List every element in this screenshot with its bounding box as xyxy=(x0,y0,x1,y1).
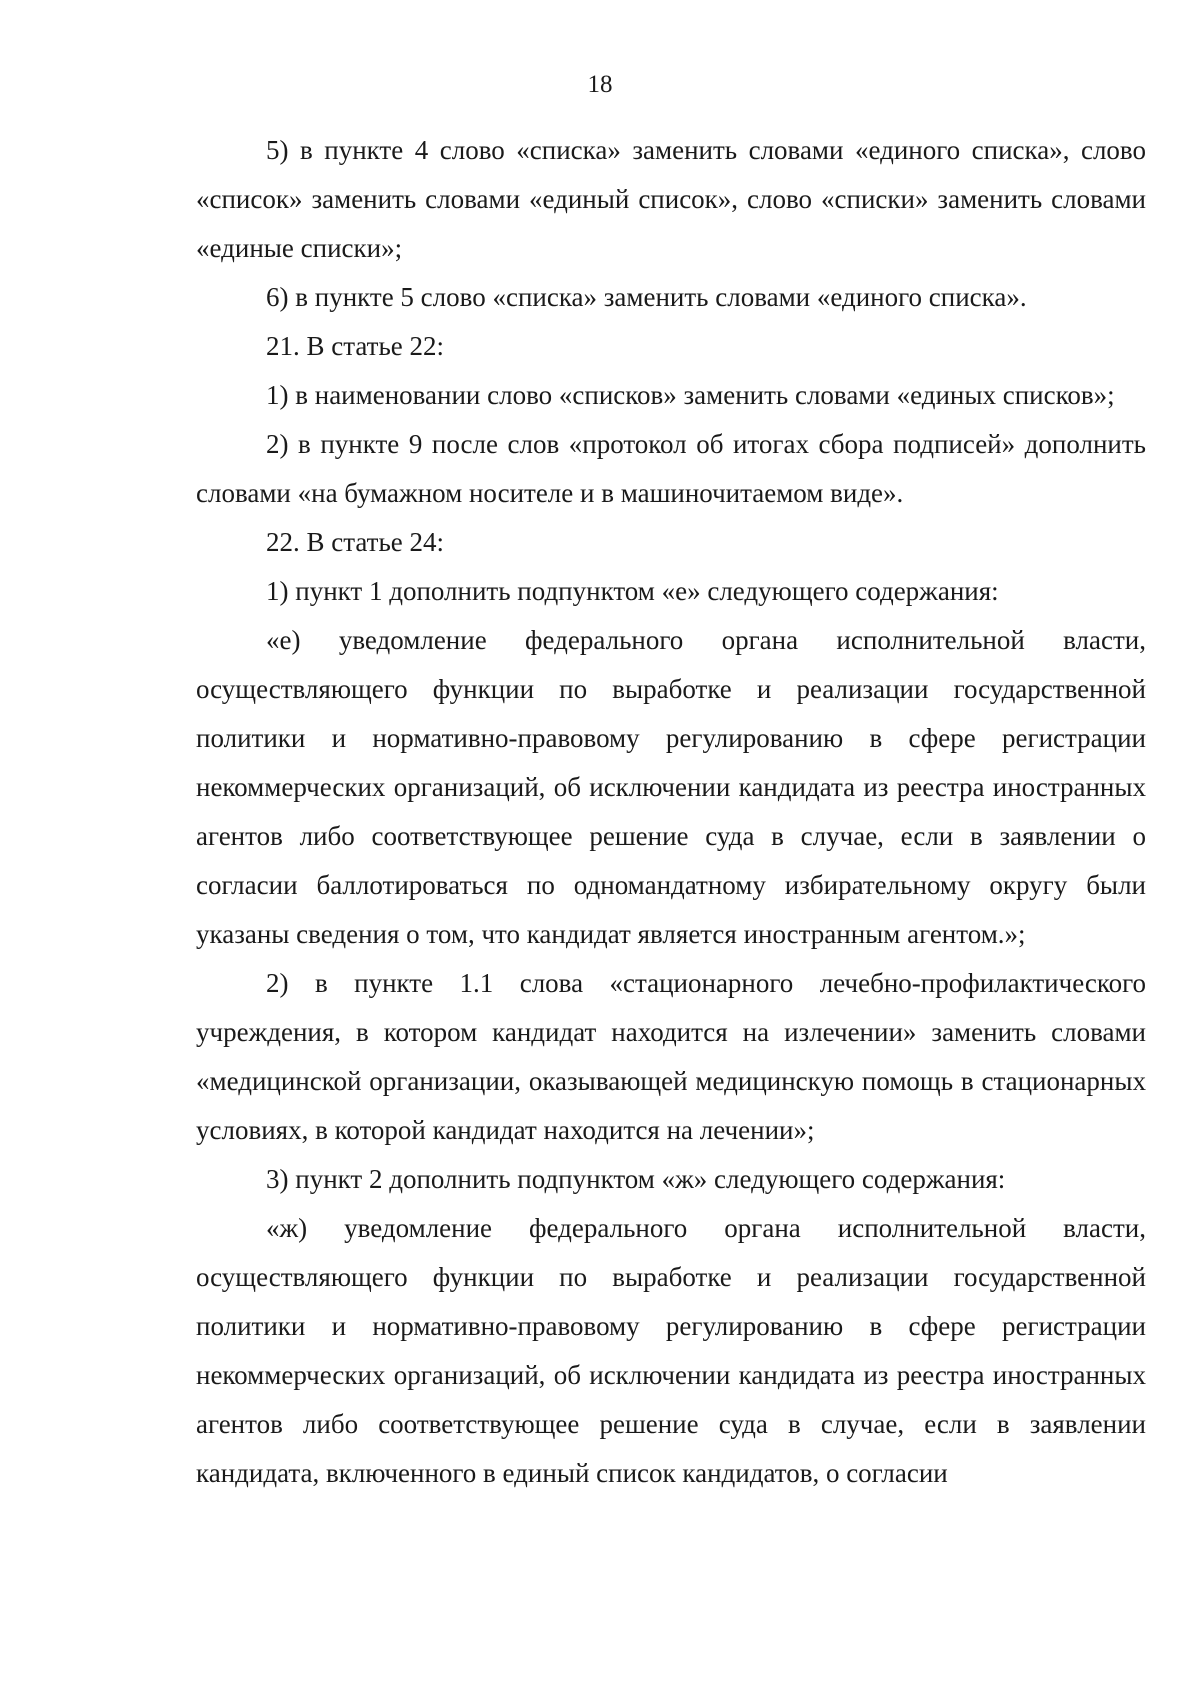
paragraph-article-22: 22. В статье 24: xyxy=(266,527,445,557)
paragraph-item-6: 6) в пункте 5 слово «списка» заменить словами «единого списка». xyxy=(266,282,1027,312)
paragraph-article-21: 21. В статье 22: xyxy=(266,331,445,361)
paragraph-item-2-point-9: 2) в пункте 9 после слов «протокол об итогах сбора подписей» дополнить словами «на бумажном носителе и в машиночитаемом виде». xyxy=(196,429,1146,508)
paragraph-subitem-zh: «ж) уведомление федерального органа исполнительной власти, осуществляющего функции по выработке и реализации государственной политики и нормативно-правовому регулированию в сфере регистрации некоммерческих организаций, об исключении кандидата из реестра иностранных агентов либо соответствующее решение суда в случае, если в заявлении кандидата, включенного в единый список кандидатов, о согласии xyxy=(196,1213,1146,1488)
paragraph-item-5: 5) в пункте 4 слово «списка» заменить словами «единого списка», слово «список» заменить словами «единый список», слово «списки» заменить словами «единые списки»; xyxy=(196,135,1146,263)
page-number: 18 xyxy=(587,71,613,98)
paragraph-item-1-naming: 1) в наименовании слово «списков» заменить словами «единых списков»; xyxy=(266,380,1115,410)
paragraph-item-3-point-2: 3) пункт 2 дополнить подпунктом «ж» следующего содержания: xyxy=(266,1164,1006,1194)
paragraph-subitem-e: «е) уведомление федерального органа исполнительной власти, осуществляющего функции по выработке и реализации государственной политики и нормативно-правовому регулированию в сфере регистрации некоммерческих организаций, об исключении кандидата из реестра иностранных агентов либо соответствующее решение суда в случае, если в заявлении о согласии баллотироваться по одномандатному избирательному округу были указаны сведения о том, что кандидат является иностранным агентом.»; xyxy=(196,625,1146,949)
document-body xyxy=(196,126,1146,1498)
paragraph-item-1-point-1: 1) пункт 1 дополнить подпунктом «е» следующего содержания: xyxy=(266,576,999,606)
paragraph-item-2-point-1-1: 2) в пункте 1.1 слова «стационарного лечебно-профилактического учреждения, в котором кандидат находится на излечении» заменить словами «медицинской организации, оказывающей медицинскую помощь в стационарных условиях, в которой кандидат находится на лечении»; xyxy=(196,968,1146,1145)
